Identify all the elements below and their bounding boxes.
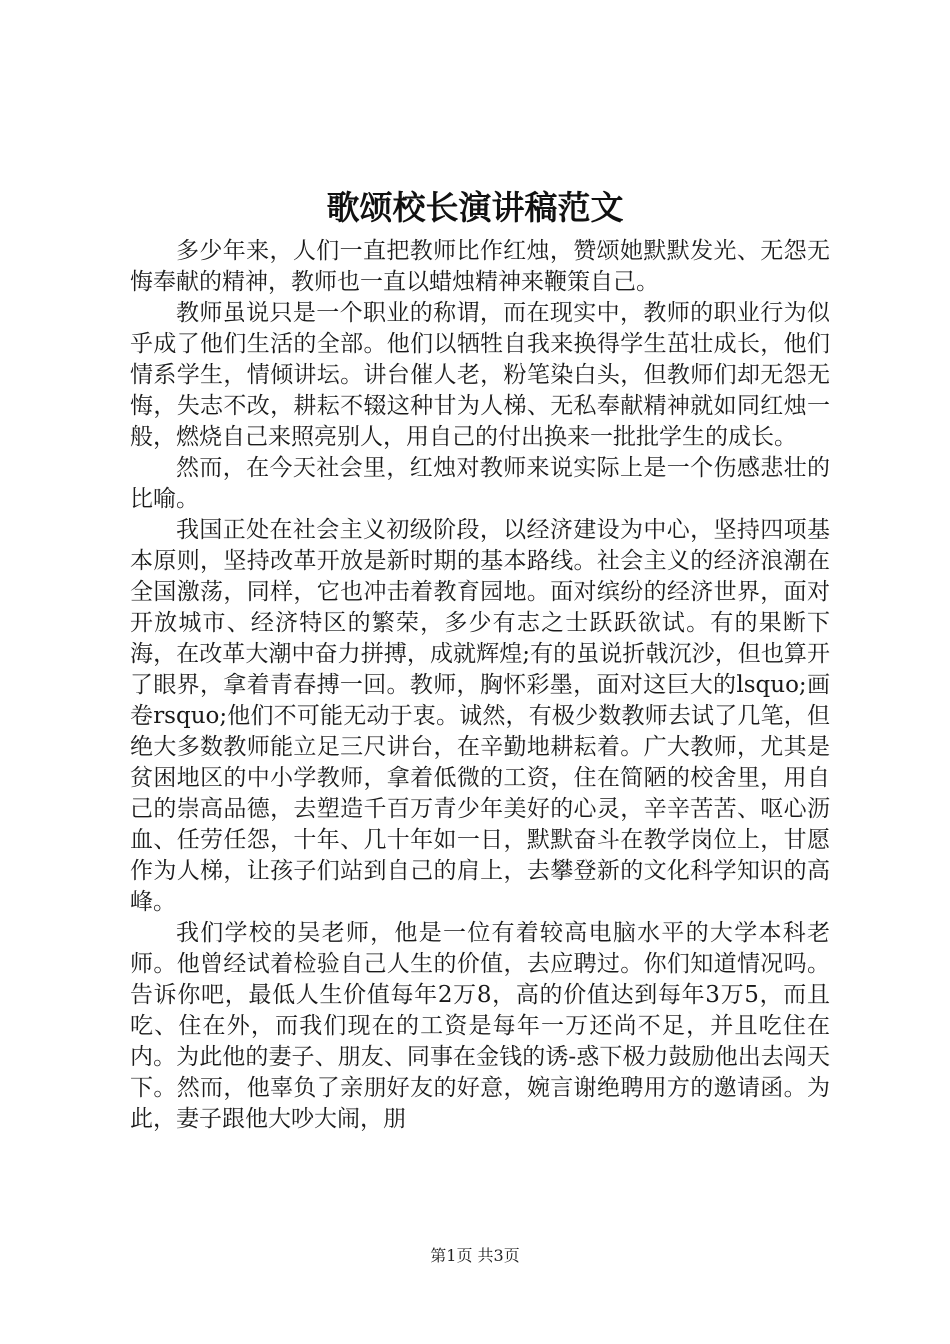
- paragraph-5: 我们学校的吴老师，他是一位有着较高电脑水平的大学本科老师。他曾经试着检验自己人生的价值，去应聘过。你们知道情况吗。告诉你吧，最低人生价值每年2万8，高的价值达到每年3万5，而且吃、住在外，而我们现在的工资是每年一万还尚不足，并且吃住在内。为此他的妻子、朋友、同事在金钱的诱-惑下极力鼓励他出去闯天下。然而，他辜负了亲朋好友的好意，婉言谢绝聘用方的邀请函。为此，妻子跟他大吵大闹，朋: [130, 920, 830, 1132]
- document-body: [130, 236, 830, 1135]
- page-title: 歌颂校长演讲稿范文: [326, 188, 624, 227]
- paragraph-3: 然而，在今天社会里，红烛对教师来说实际上是一个伤感悲壮的比喻。: [130, 455, 830, 512]
- paragraph-2: 教师虽说只是一个职业的称谓，而在现实中，教师的职业行为似乎成了他们生活的全部。他们以牺牲自我来换得学生茁壮成长，他们情系学生，情倾讲坛。讲台催人老，粉笔染白头，但教师们却无怨无悔，失志不改，耕耘不辍这种甘为人梯、无私奉献精神就如同红烛一般，燃烧自己来照亮别人，用自己的付出换来一批批学生的成长。: [130, 300, 830, 450]
- page-footer: 第1页 共3页: [430, 1246, 520, 1265]
- paragraph-1: 多少年来，人们一直把教师比作红烛，赞颂她默默发光、无怨无悔奉献的精神，教师也一直以蜡烛精神来鞭策自己。: [130, 238, 830, 295]
- paragraph-4: 我国正处在社会主义初级阶段，以经济建设为中心，坚持四项基本原则，坚持改革开放是新时期的基本路线。社会主义的经济浪潮在全国激荡，同样，它也冲击着教育园地。面对缤纷的经济世界，面对开放城市、经济特区的繁荣，多少有志之士跃跃欲试。有的果断下海，在改革大潮中奋力拼搏，成就辉煌;有的虽说折戟沉沙，但也算开了眼界，拿着青春搏一回。教师，胸怀彩墨，面对这巨大的lsquo;画卷rsquo;他们不可能无动于衷。诚然，有极少数教师去试了几笔，但绝大多数教师能立足三尺讲台，在辛勤地耕耘着。广大教师，尤其是贫困地区的中小学教师，拿着低微的工资，住在简陋的校舍里，用自己的崇高品德，去塑造千百万青少年美好的心灵，辛辛苦苦、呕心沥血、任劳任怨，十年、几十年如一日，默默奋斗在教学岗位上，甘愿作为人梯，让孩子们站到自己的肩上，去攀登新的文化科学知识的高峰。: [130, 517, 830, 915]
